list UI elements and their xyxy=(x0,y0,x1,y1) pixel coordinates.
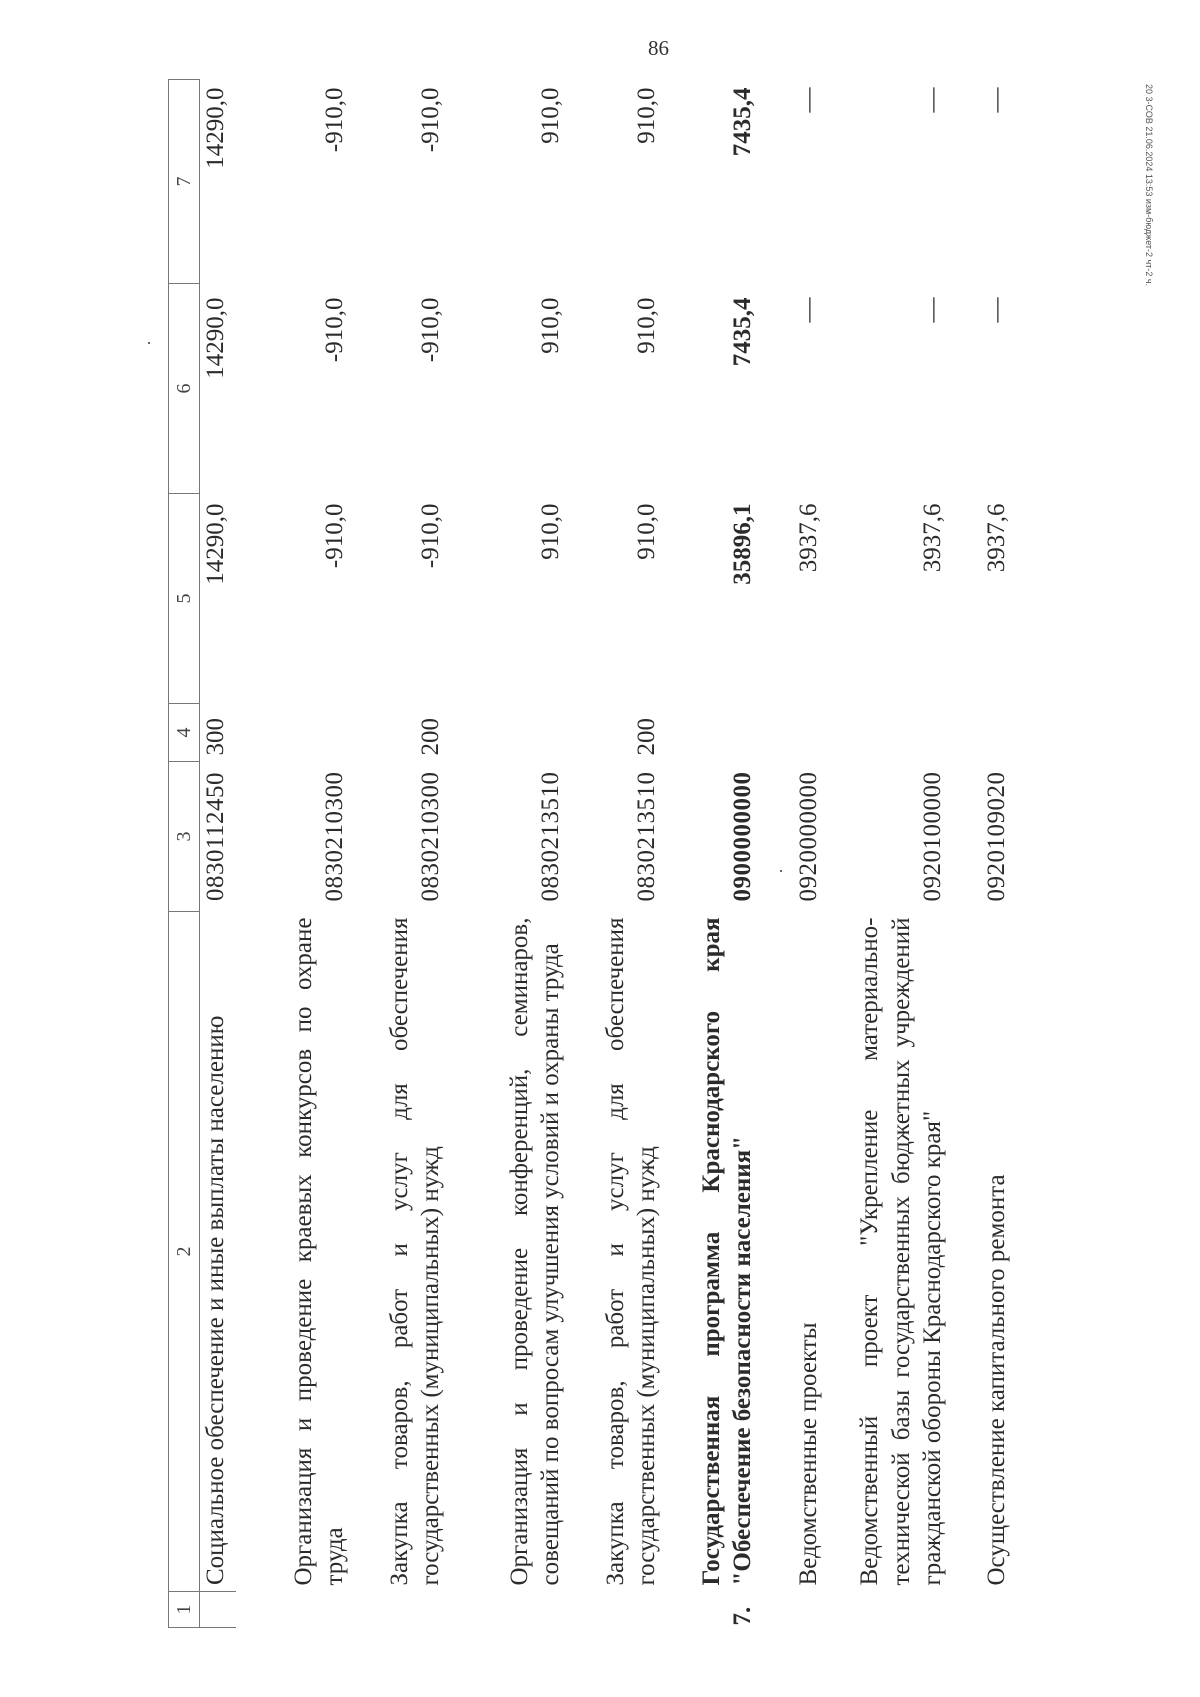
row-sum7: -910,0 xyxy=(416,87,444,153)
row-name: Социальное обеспечение и иные выплаты населению xyxy=(202,1015,229,1585)
row-vr: 300 xyxy=(202,718,229,756)
row-sum7: — xyxy=(982,87,1010,113)
row-name: Закупка товаров, работ и услуг для обеспечения государственных (муниципальных) нужд xyxy=(385,917,444,1586)
row-csr: 0920100000 xyxy=(918,771,946,902)
row-sum6: 7435,4 xyxy=(728,297,756,367)
row-index xyxy=(828,1592,952,1628)
table-row xyxy=(200,80,237,1628)
col-header-4: 4 xyxy=(169,704,200,762)
table-row xyxy=(952,80,1016,1628)
row-index xyxy=(200,1592,237,1628)
row-vr xyxy=(236,704,354,762)
row-index xyxy=(236,1592,354,1628)
table-row xyxy=(828,80,952,1628)
row-sum7: 910,0 xyxy=(632,87,660,144)
row-sum5: -910,0 xyxy=(416,503,444,569)
col-header-1: 1 xyxy=(169,1592,200,1628)
table-row xyxy=(236,80,354,1628)
table-row xyxy=(570,80,666,1628)
budget-table xyxy=(168,79,1016,1628)
col-header-5: 5 xyxy=(169,494,200,704)
row-sum7: -910,0 xyxy=(320,87,348,153)
row-sum5: 3937,6 xyxy=(794,503,822,573)
row-sum7: 14290,0 xyxy=(202,87,229,169)
row-sum6: — xyxy=(794,297,822,323)
col-header-3: 3 xyxy=(169,762,200,912)
stray-mark xyxy=(148,342,150,344)
row-sum5: 3937,6 xyxy=(918,503,946,573)
row-sum5: 910,0 xyxy=(632,503,660,560)
col-header-6: 6 xyxy=(169,284,200,494)
table-row xyxy=(450,80,570,1628)
table-row-program xyxy=(666,80,762,1628)
row-sum7: 910,0 xyxy=(536,87,564,144)
row-index xyxy=(762,1592,828,1628)
row-sum5: -910,0 xyxy=(320,503,348,569)
row-sum7: — xyxy=(918,87,946,113)
row-sum6: — xyxy=(982,297,1010,323)
row-name: Ведомственный проект "Укрепление материально-технической базы государственных бюджетных учреждений гражданской обороны Краснодарского края" xyxy=(856,917,946,1586)
row-sum7: 7435,4 xyxy=(728,87,756,157)
row-name: Организация и проведение краевых конкурсов по охране труда xyxy=(289,917,348,1586)
row-sum6: -910,0 xyxy=(416,297,444,363)
row-vr xyxy=(828,704,952,762)
row-sum7: — xyxy=(794,87,822,113)
row-index xyxy=(354,1592,450,1628)
row-sum6: 14290,0 xyxy=(202,297,229,379)
row-index xyxy=(450,1592,570,1628)
row-csr: 0830213510 xyxy=(536,771,564,902)
row-csr: 0920109020 xyxy=(982,771,1010,902)
table-row xyxy=(354,80,450,1628)
footer-note: 20 3-СОВ 21.06.2024 13:53 изм-бюджет-2 чт-2 ч. xyxy=(1144,84,1154,287)
row-sum5: 35896,1 xyxy=(728,503,756,585)
row-name: Ведомственные проекты xyxy=(794,1322,822,1586)
row-index: 7. xyxy=(728,1606,756,1626)
col-header-7: 7 xyxy=(169,80,200,284)
row-index xyxy=(952,1592,1016,1628)
row-vr xyxy=(952,704,1016,762)
table-row xyxy=(762,80,828,1628)
row-csr: 0830210300 xyxy=(416,771,444,902)
table-header-row xyxy=(169,80,200,1628)
page-number: 86 xyxy=(648,36,669,60)
row-csr: 0920000000 xyxy=(794,771,822,902)
row-name: Организация и проведение конференций, семинаров, совещаний по вопросам улучшения условий и охраны труда xyxy=(505,917,564,1586)
row-csr: 0830213510 xyxy=(632,771,660,902)
row-name: Государственная программа Краснодарского края "Обеспечение безопасности населения" xyxy=(697,917,756,1586)
row-csr: 0830112450 xyxy=(202,771,229,902)
row-sum6: 910,0 xyxy=(536,297,564,354)
row-csr: 0900000000 xyxy=(728,771,756,902)
row-sum5: 3937,6 xyxy=(982,503,1010,573)
budget-table-sheet xyxy=(168,80,1038,1628)
row-vr xyxy=(450,704,570,762)
row-sum5: 14290,0 xyxy=(202,503,229,585)
row-name: Осуществление капитального ремонта xyxy=(982,1174,1010,1586)
row-vr: 200 xyxy=(632,718,660,756)
row-vr xyxy=(666,704,762,762)
row-sum6: -910,0 xyxy=(320,297,348,363)
row-sum6: — xyxy=(918,297,946,323)
col-header-2: 2 xyxy=(169,912,200,1592)
row-index xyxy=(570,1592,666,1628)
row-vr xyxy=(762,704,828,762)
row-vr: 200 xyxy=(416,718,444,756)
row-sum6: 910,0 xyxy=(632,297,660,354)
row-name: Закупка товаров, работ и услуг для обеспечения государственных (муниципальных) нужд xyxy=(601,917,660,1586)
row-sum5: 910,0 xyxy=(536,503,564,560)
row-csr: 0830210300 xyxy=(320,771,348,902)
